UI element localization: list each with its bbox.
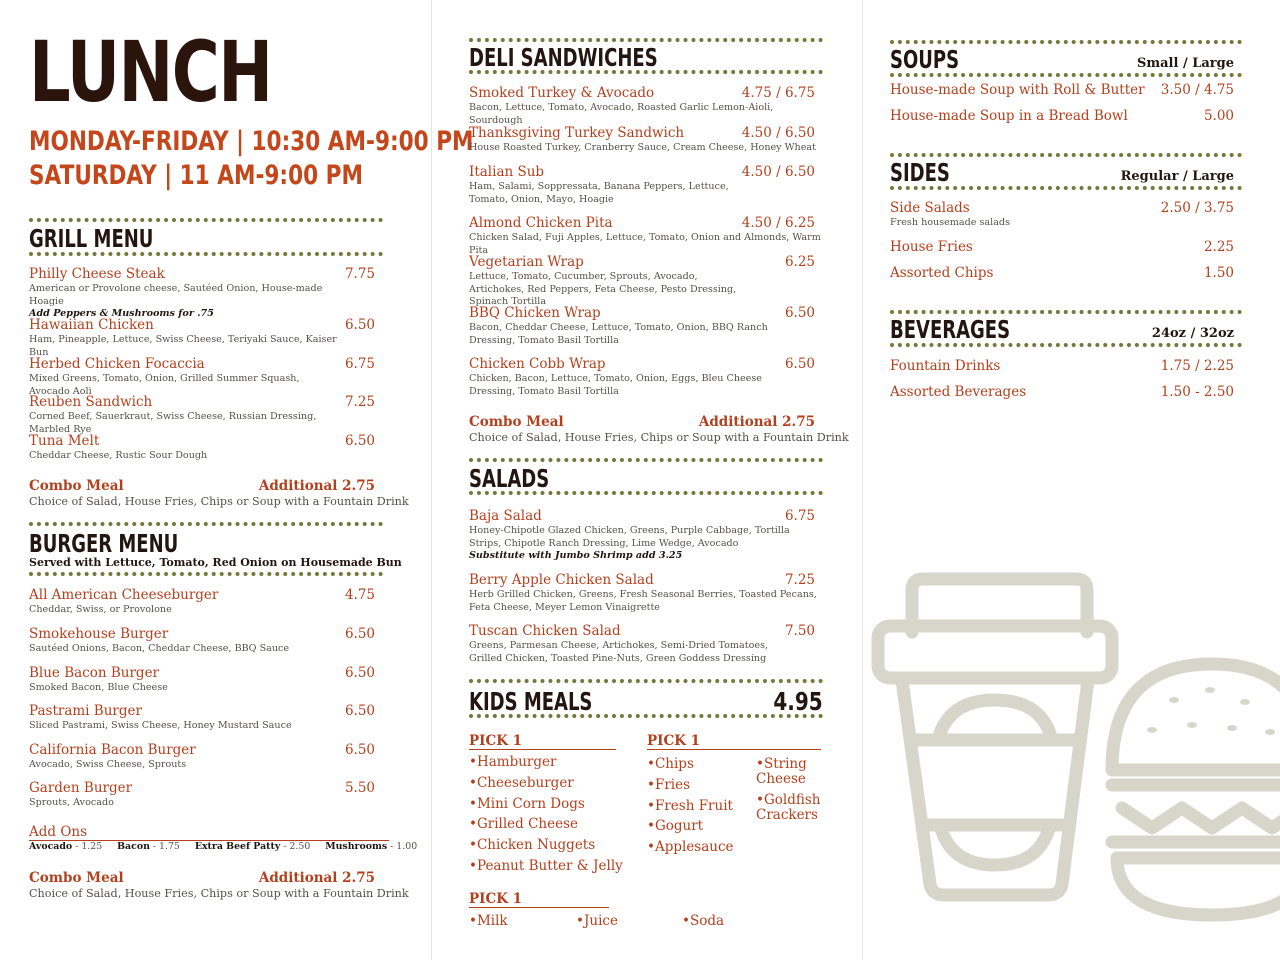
- item-price: 4.50 / 6.50: [741, 125, 815, 141]
- list-item: • Grilled Cheese: [469, 814, 623, 835]
- menu-item: [469, 305, 823, 347]
- item-price: 6.50: [344, 742, 375, 758]
- list-item: • Fresh Fruit: [647, 796, 734, 817]
- dotted-divider: [890, 343, 1242, 347]
- item-desc: Cheddar, Swiss, or Provolone: [29, 604, 172, 615]
- menu-item: [890, 358, 1242, 375]
- dotted-divider: [469, 491, 823, 495]
- item-name: Herbed Chicken Focaccia: [29, 356, 205, 372]
- item-price: 5.00: [1203, 108, 1234, 124]
- item-price: 3.50 / 4.75: [1160, 82, 1234, 98]
- item-desc: American or Provolone cheese, Sautéed Onion, House-made Hoagie: [29, 283, 323, 307]
- menu-item: [29, 665, 383, 695]
- item-price: 7.25: [344, 394, 375, 410]
- menu-item: [29, 394, 383, 436]
- menu-item: [469, 164, 823, 206]
- sesame-seed: [1169, 697, 1179, 703]
- item-price: 7.75: [344, 266, 375, 282]
- addon-name: Mushrooms: [325, 841, 388, 852]
- kids-side-list: [647, 754, 734, 858]
- list-item: • Milk: [469, 911, 508, 932]
- list-item: • Chips: [647, 754, 734, 775]
- menu-item: [890, 239, 1242, 256]
- item-name: House Fries: [890, 239, 973, 255]
- item-name: House-made Soup in a Bread Bowl: [890, 108, 1128, 124]
- addon-price: - 1.00: [390, 841, 418, 852]
- item-name: Assorted Beverages: [890, 384, 1027, 400]
- dotted-divider: [890, 186, 1242, 190]
- combo-name: Combo Meal: [29, 870, 124, 886]
- list-item: • Cheeseburger: [469, 773, 623, 794]
- combo-name: Combo Meal: [469, 414, 564, 430]
- list-item: • Juice: [576, 911, 618, 932]
- list-item: • Goldfish Crackers: [756, 793, 836, 823]
- item-name: Vegetarian Wrap: [469, 254, 584, 270]
- dotted-divider: [29, 252, 383, 256]
- sesame-seed: [1240, 699, 1250, 705]
- dotted-divider: [29, 218, 383, 222]
- menu-item: [469, 572, 823, 614]
- coffee-cup-icon: [878, 579, 1112, 895]
- dotted-divider: [469, 714, 823, 718]
- item-name: BBQ Chicken Wrap: [469, 305, 601, 321]
- sesame-seed: [1227, 725, 1237, 731]
- hours-weekday: MONDAY-FRIDAY | 10:30 AM-9:00 PM: [29, 126, 474, 157]
- item-price: 6.50: [344, 317, 375, 333]
- dotted-divider: [890, 310, 1242, 314]
- menu-item: [29, 266, 383, 321]
- combo-price: Additional 2.75: [258, 870, 375, 886]
- combo-price: Additional 2.75: [698, 414, 815, 430]
- sides-title: SIDES: [890, 158, 950, 187]
- item-price: 4.50 / 6.50: [741, 164, 815, 180]
- item-price: 7.50: [784, 623, 815, 639]
- menu-item: [469, 623, 823, 665]
- combo-meal: [29, 870, 409, 901]
- item-desc: Smoked Bacon, Blue Cheese: [29, 682, 168, 693]
- item-desc: Bacon, Cheddar Cheese, Lettuce, Tomato, Onion, BBQ Ranch Dressing, Tomato Basil Tortilla: [469, 322, 768, 346]
- item-name: California Bacon Burger: [29, 742, 196, 758]
- sesame-seed: [1205, 687, 1215, 693]
- item-desc: Avocado, Swiss Cheese, Sprouts: [29, 759, 187, 770]
- list-item: • Mini Corn Dogs: [469, 794, 623, 815]
- combo-price: Additional 2.75: [258, 478, 375, 494]
- item-name: Almond Chicken Pita: [469, 215, 613, 231]
- pick-heading: PICK 1: [469, 891, 609, 908]
- item-name: House-made Soup with Roll & Butter: [890, 82, 1145, 98]
- item-name: Tuscan Chicken Salad: [469, 623, 621, 639]
- item-desc: Cheddar Cheese, Rustic Sour Dough: [29, 450, 208, 461]
- combo-meal: [29, 478, 409, 509]
- size-header: Small / Large: [1136, 56, 1234, 71]
- item-name: Philly Cheese Steak: [29, 266, 165, 282]
- item-note: Substitute with Jumbo Shrimp add 3.25: [469, 550, 683, 561]
- item-price: 6.75: [344, 356, 375, 372]
- menu-item: [469, 125, 823, 155]
- item-desc: Ham, Salami, Soppressata, Banana Peppers, Lettuce, Tomato, Onion, Mayo, Hoagie: [469, 181, 729, 205]
- menu-item: [29, 780, 383, 810]
- kids-price: 4.95: [773, 687, 823, 716]
- soups-title: SOUPS: [890, 45, 960, 74]
- pick-heading: PICK 1: [469, 733, 616, 750]
- pick-heading: PICK 1: [647, 733, 821, 750]
- item-price: 6.75: [784, 508, 815, 524]
- item-name: Baja Salad: [469, 508, 542, 524]
- combo-desc: Choice of Salad, House Fries, Chips or Soup with a Fountain Drink: [29, 887, 409, 900]
- item-price: 6.50: [344, 626, 375, 642]
- item-desc: Sautéed Onions, Bacon, Cheddar Cheese, BBQ Sauce: [29, 643, 290, 654]
- salads-title: SALADS: [469, 464, 550, 493]
- item-price: 1.50: [1203, 265, 1234, 281]
- item-name: All American Cheeseburger: [29, 587, 219, 603]
- item-name: Smokehouse Burger: [29, 626, 169, 642]
- item-desc: Chicken Salad, Fuji Apples, Lettuce, Tomato, Onion and Almonds, Warm Pita: [469, 232, 821, 256]
- item-name: Reuben Sandwich: [29, 394, 153, 410]
- dotted-divider: [29, 522, 383, 526]
- item-desc: Corned Beef, Sauerkraut, Swiss Cheese, Russian Dressing, Marbled Rye: [29, 411, 317, 435]
- menu-item: [469, 508, 823, 563]
- burger-subtitle: Served with Lettuce, Tomato, Red Onion on Housemade Bun: [29, 556, 402, 569]
- dotted-divider: [469, 70, 823, 74]
- item-name: Side Salads: [890, 200, 970, 216]
- beverages-title: BEVERAGES: [890, 315, 1011, 344]
- deli-title: DELI SANDWICHES: [469, 43, 658, 72]
- combo-desc: Choice of Salad, House Fries, Chips or Soup with a Fountain Drink: [469, 431, 849, 444]
- menu-item: [469, 85, 823, 127]
- addons-title: Add Ons: [29, 824, 88, 840]
- item-price: 4.75: [344, 587, 375, 603]
- menu-item: [890, 265, 1242, 282]
- dotted-divider: [890, 153, 1242, 157]
- size-header: 24oz / 32oz: [1151, 326, 1234, 341]
- item-name: Thanksgiving Turkey Sandwich: [469, 125, 685, 141]
- addons-list: [29, 841, 417, 852]
- grill-title: GRILL MENU: [29, 224, 154, 253]
- cup-and-burger-illustration: [862, 560, 1280, 960]
- sesame-seed: [1147, 727, 1157, 733]
- list-item: • Fries: [647, 775, 734, 796]
- menu-item: [29, 703, 383, 733]
- addon-price: - 1.75: [152, 841, 180, 852]
- dotted-divider: [469, 458, 823, 462]
- combo-name: Combo Meal: [29, 478, 124, 494]
- list-item: • Chicken Nuggets: [469, 835, 623, 856]
- menu-item: [469, 215, 823, 257]
- addon-price: - 1.25: [75, 841, 103, 852]
- menu-item: [29, 626, 383, 656]
- list-item: • String Cheese: [756, 757, 836, 787]
- menu-item: [29, 317, 383, 359]
- item-name: Smoked Turkey & Avocado: [469, 85, 655, 101]
- item-price: 5.50: [344, 780, 375, 796]
- item-name: Garden Burger: [29, 780, 133, 796]
- item-name: Fountain Drinks: [890, 358, 1001, 374]
- item-price: 6.50: [784, 356, 815, 372]
- item-name: Hawaiian Chicken: [29, 317, 154, 333]
- item-price: 7.25: [784, 572, 815, 588]
- item-price: 4.75 / 6.75: [741, 85, 815, 101]
- item-desc: Honey-Chipotle Glazed Chicken, Greens, Purple Cabbage, Tortilla Strips, Chipotle Ranch Dressing, Lime Wedge, Avocado: [469, 525, 790, 549]
- list-item: • Gogurt: [647, 816, 734, 837]
- item-desc: Greens, Parmesan Cheese, Artichokes, Semi-Dried Tomatoes, Grilled Chicken, Toasted Pine-Nuts, Green Goddess Dressing: [469, 640, 769, 664]
- burger-icon: [1112, 664, 1280, 915]
- dotted-divider: [890, 40, 1242, 44]
- menu-item: [29, 356, 383, 398]
- hours-saturday: SATURDAY | 11 AM-9:00 PM: [29, 160, 363, 191]
- item-desc: Sliced Pastrami, Swiss Cheese, Honey Mustard Sauce: [29, 720, 292, 731]
- menu-item: [890, 82, 1242, 99]
- dotted-divider: [29, 572, 383, 576]
- item-name: Pastrami Burger: [29, 703, 142, 719]
- addon-price: - 2.50: [283, 841, 311, 852]
- item-desc: House Roasted Turkey, Cranberry Sauce, Cream Cheese, Honey Wheat: [469, 142, 816, 153]
- item-desc: Lettuce, Tomato, Cucumber, Sprouts, Avocado, Artichokes, Red Peppers, Feta Cheese, Pesto Dressing, Spinach Tortilla: [469, 271, 737, 307]
- item-price: 6.50: [344, 665, 375, 681]
- item-price: 1.50 - 2.50: [1160, 384, 1234, 400]
- menu-item: [890, 200, 1242, 230]
- item-desc: Ham, Pineapple, Lettuce, Swiss Cheese, Teriyaki Sauce, Kaiser Bun: [29, 334, 337, 358]
- item-name: Chicken Cobb Wrap: [469, 356, 606, 372]
- item-desc: Herb Grilled Chicken, Greens, Fresh Seasonal Berries, Toasted Pecans, Feta Cheese, Meyer Lemon Vinaigrette: [469, 589, 817, 613]
- item-price: 2.25: [1203, 239, 1234, 255]
- combo-meal: [469, 414, 849, 445]
- left-column: [0, 0, 474, 960]
- sesame-seed: [1187, 722, 1197, 728]
- item-desc: Sprouts, Avocado: [29, 797, 114, 808]
- item-desc: Bacon, Lettuce, Tomato, Avocado, Roasted Garlic Lemon-Aioli, Sourdough: [469, 102, 774, 126]
- item-price: 6.50: [344, 433, 375, 449]
- addon-name: Bacon: [117, 841, 150, 852]
- item-name: Blue Bacon Burger: [29, 665, 160, 681]
- menu-item: [29, 742, 383, 772]
- menu-item: [29, 433, 383, 463]
- item-name: Italian Sub: [469, 164, 545, 180]
- page-title: LUNCH: [29, 23, 272, 121]
- list-item: • Soda: [682, 911, 724, 932]
- size-header: Regular / Large: [1120, 169, 1234, 184]
- item-desc: Fresh housemade salads: [890, 217, 1010, 228]
- menu-item: [890, 384, 1242, 401]
- item-name: Berry Apple Chicken Salad: [469, 572, 654, 588]
- list-item: • Peanut Butter & Jelly: [469, 856, 623, 877]
- menu-item: [890, 108, 1242, 125]
- kids-entree-list: [469, 752, 623, 877]
- item-desc: Mixed Greens, Tomato, Onion, Grilled Summer Squash, Avocado Aoli: [29, 373, 300, 397]
- item-price: 6.25: [784, 254, 815, 270]
- item-name: Tuna Melt: [29, 433, 100, 449]
- item-desc: Chicken, Bacon, Lettuce, Tomato, Onion, Eggs, Bleu Cheese Dressing, Tomato Basil Tortilla: [469, 373, 762, 397]
- item-price: 2.50 / 3.75: [1160, 200, 1234, 216]
- burger-title: BURGER MENU: [29, 529, 179, 558]
- middle-column: [431, 0, 862, 960]
- kids-side-list-2: [756, 757, 836, 829]
- item-note: Add Peppers & Mushrooms for .75: [29, 308, 214, 319]
- item-price: 4.50 / 6.25: [741, 215, 815, 231]
- kids-title: KIDS MEALS: [469, 687, 593, 716]
- dotted-divider: [469, 679, 823, 683]
- sesame-seed: [1265, 729, 1275, 735]
- list-item: • Applesauce: [647, 837, 734, 858]
- menu-item: [469, 254, 823, 309]
- menu-item: [469, 356, 823, 398]
- item-price: 6.50: [784, 305, 815, 321]
- item-price: 1.75 / 2.25: [1160, 358, 1234, 374]
- addon-name: Extra Beef Patty: [194, 841, 281, 852]
- menu-item: [29, 587, 383, 617]
- list-item: • Hamburger: [469, 752, 623, 773]
- item-name: Assorted Chips: [890, 265, 994, 281]
- combo-desc: Choice of Salad, House Fries, Chips or Soup with a Fountain Drink: [29, 495, 409, 508]
- addon-name: Avocado: [29, 841, 73, 852]
- dotted-divider: [890, 73, 1242, 77]
- dotted-divider: [469, 38, 823, 42]
- item-price: 6.50: [344, 703, 375, 719]
